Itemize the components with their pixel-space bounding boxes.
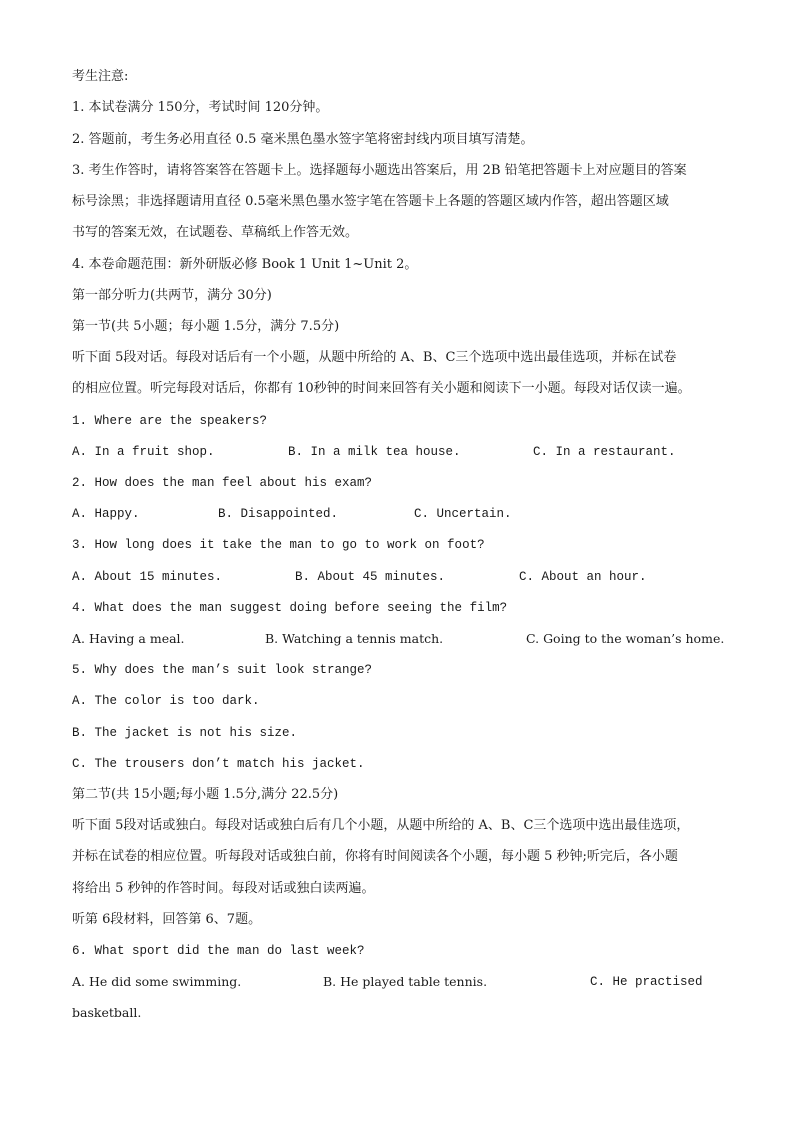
question-6-option-a: A. He did some swimming. <box>72 974 242 989</box>
question-2: 2. How does the man feel about his exam? <box>72 476 373 490</box>
notice-item-3-cont-1: 标号涂黑；非选择题请用直径 0.5毫米黑色墨水签字笔在答题卡上各题的答题区域内作答，超出答题区域 <box>72 194 669 209</box>
question-6-option-c: C. He practised <box>590 975 703 989</box>
question-1: 1. Where are the speakers? <box>72 414 268 428</box>
question-5: 5. Why does the man’s suit look strange? <box>72 663 373 677</box>
question-1-option-a: A. In a fruit shop. <box>72 445 215 459</box>
section2-instructions-2: 并标在试卷的相应位置。听每段对话或独白前，你将有时间阅读各个小题，每小题 5 秒钟;听完后，各小题 <box>72 849 678 864</box>
notice-item-2: 2. 答题前，考生务必用直径 0.5 毫米黑色墨水签字笔将密封线内项目填写清楚。 <box>72 132 534 147</box>
question-5-option-b: B. The jacket is not his size. <box>72 726 298 740</box>
question-5-option-c: C. The trousers don’t match his jacket. <box>72 757 365 771</box>
question-6: 6. What sport did the man do last week? <box>72 944 365 958</box>
question-5-option-a: A. The color is too dark. <box>72 694 260 708</box>
question-2-option-a: A. Happy. <box>72 507 140 521</box>
section2-title: 第二节(共 15小题;每小题 1.5分,满分 22.5分) <box>72 787 339 802</box>
material-6-instruction: 听第 6段材料，回答第 6、7题。 <box>72 912 262 927</box>
question-1-option-c: C. In a restaurant. <box>533 445 676 459</box>
question-3-option-a: A. About 15 minutes. <box>72 570 223 584</box>
question-3-option-c: C. About an hour. <box>519 570 647 584</box>
question-4-option-b: B. Watching a tennis match. <box>265 631 444 646</box>
question-2-option-c: C. Uncertain. <box>414 507 512 521</box>
question-3-option-b: B. About 45 minutes. <box>295 570 446 584</box>
question-1-option-b: B. In a milk tea house. <box>288 445 461 459</box>
notice-item-3-cont-2: 书写的答案无效，在试题卷、草稿纸上作答无效。 <box>72 225 359 240</box>
question-4-option-c: C. Going to the woman’s home. <box>526 631 725 646</box>
question-6-option-c-continued: basketball. <box>72 1005 142 1020</box>
notice-title: 考生注意: <box>72 69 129 84</box>
section1-title: 第一节(共 5小题；每小题 1.5分，满分 7.5分) <box>72 319 340 334</box>
section2-instructions-1: 听下面 5段对话或独白。每段对话或独白后有几个小题，从题中所给的 A、B、C三个选项中选出最佳选项， <box>72 818 690 833</box>
question-6-option-b: B. He played table tennis. <box>323 974 488 989</box>
section2-instructions-3: 将给出 5 秒钟的作答时间。每段对话或独白读两遍。 <box>72 881 375 896</box>
notice-item-4: 4. 本卷命题范围：新外研版必修 Book 1 Unit 1~Unit 2。 <box>72 257 418 272</box>
question-4: 4. What does the man suggest doing before seeing the film? <box>72 601 508 615</box>
question-3: 3. How long does it take the man to go to work on foot? <box>72 538 485 552</box>
notice-item-3: 3. 考生作答时，请将答案答在答题卡上。选择题每小题选出答案后，用 2B 铅笔把答题卡上对应题目的答案 <box>72 163 687 178</box>
section1-instructions-2: 的相应位置。听完每段对话后，你都有 10秒钟的时间来回答有关小题和阅读下一小题。每段对话仅读一遍。 <box>72 381 691 396</box>
question-4-option-a: A. Having a meal. <box>72 631 185 646</box>
part1-title: 第一部分听力(共两节，满分 30分) <box>72 288 272 303</box>
section1-instructions-1: 听下面 5段对话。每段对话后有一个小题，从题中所给的 A、B、C三个选项中选出最佳选项，并标在试卷 <box>72 350 677 365</box>
notice-item-1: 1. 本试卷满分 150分，考试时间 120分钟。 <box>72 100 329 115</box>
question-2-option-b: B. Disappointed. <box>218 507 339 521</box>
